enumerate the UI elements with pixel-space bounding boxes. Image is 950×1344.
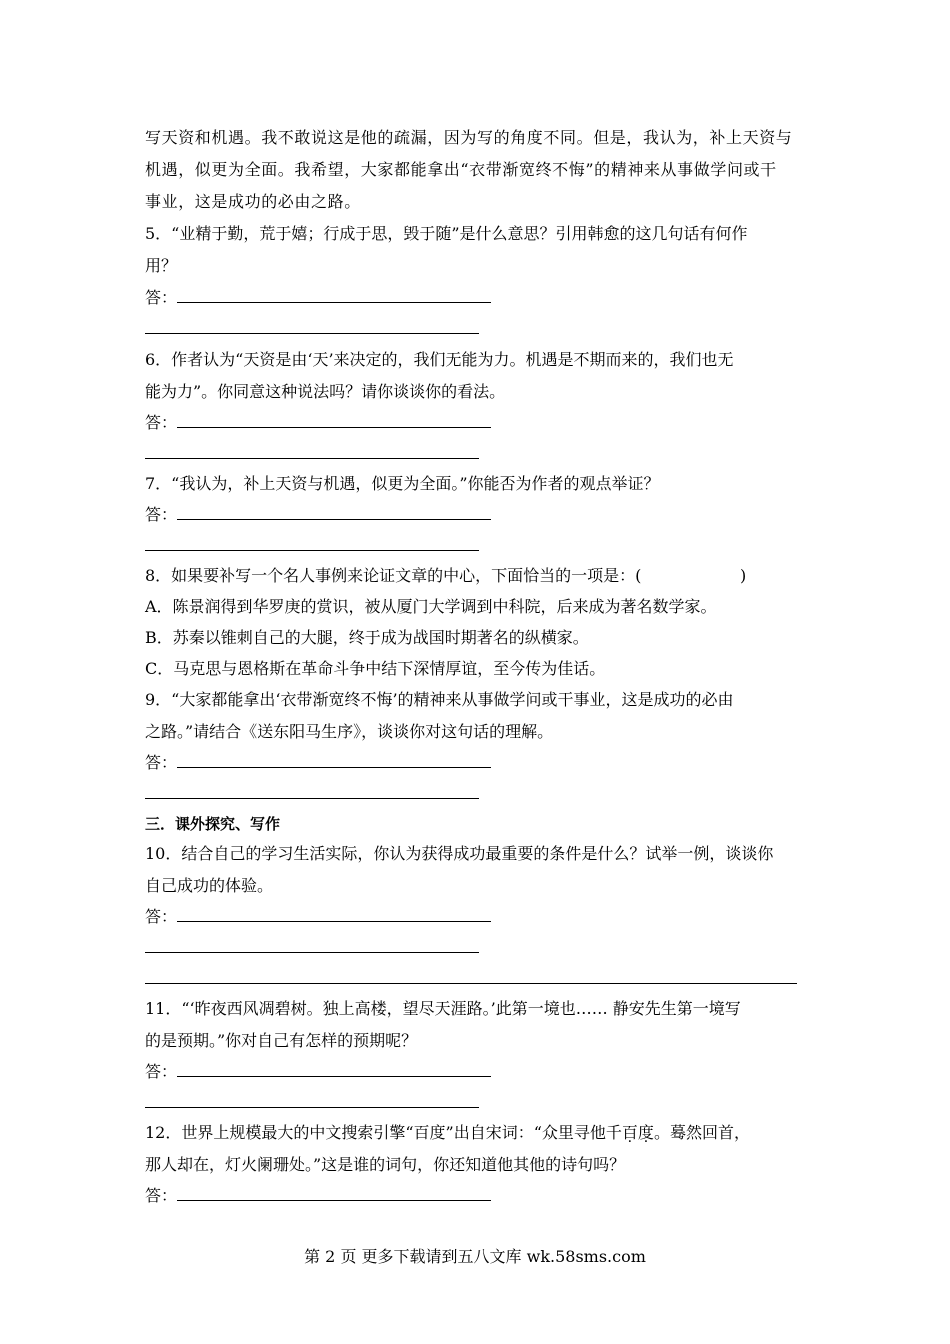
answer-label: 答： [145,413,178,432]
question-5-line-1: 5．“业精于勤，荒于嬉；行成于思，毁于随”是什么意思？引用韩愈的这几句话有何作 [145,224,748,243]
question-11-line-2: 的是预期。”你对自己有怎样的预期呢？ [145,1031,418,1050]
answer-blank[interactable] [177,1200,491,1201]
emphasis-char: 百 [621,1123,638,1142]
question-9-line-1: 9．“大家都能拿出‘衣带渐宽终不悔’的精神来从事做学问或干事业，这是成功的必由 [145,690,734,709]
answer-blank[interactable] [145,952,479,953]
answer-blank[interactable] [177,921,491,922]
answer-blank[interactable] [145,798,479,799]
question-8-option-b: B．苏秦以锥刺自己的大腿，终于成为战国时期著名的纵横家。 [145,628,589,647]
question-10-line-2: 自己成功的体验。 [145,876,274,895]
answer-label: 答： [145,1186,178,1205]
question-12-text-a: 12．世界上规模最大的中文搜索引擎“百度”出自宋词：“众里寻他千 [145,1123,622,1142]
answer-label: 答： [145,907,178,926]
question-5-line-2: 用？ [145,256,178,275]
answer-blank[interactable] [177,1076,491,1077]
question-8-line-1: 8．如果要补写一个名人事例来论证文章的中心，下面恰当的一项是：( [145,566,642,585]
question-12-line-2: 那人却在，灯火阑珊处。”这是谁的词句，你还知道他其他的诗句吗？ [145,1155,626,1174]
question-12-text-b: 。蓦然回首， [653,1123,750,1142]
question-12-line-1 [145,1122,750,1144]
question-6-line-2: 能为力”。你同意这种说法吗？请你谈谈你的看法。 [145,382,506,401]
answer-blank[interactable] [177,302,491,303]
passage-line-1: 写天资和机遇。我不敢说这是他的疏漏，因为写的角度不同。但是，我认为，补上天资与 [145,128,793,147]
answer-blank[interactable] [177,767,491,768]
section-3-title: 三．课外探究、写作 [145,815,281,833]
page-footer: 第 2 页 更多下载请到五八文库 wk.58sms.com [304,1247,646,1266]
answer-label: 答： [145,505,178,524]
answer-blank[interactable] [145,1107,479,1108]
question-7-line-1: 7．“我认为，补上天资与机遇，似更为全面。”你能否为作者的观点举证？ [145,474,660,493]
answer-blank[interactable] [177,427,491,428]
question-10-line-1: 10．结合自己的学习生活实际，你认为获得成功最重要的条件是什么？试举一例，谈谈你 [145,844,774,863]
answer-blank[interactable] [145,333,479,334]
emphasis-char: 度 [637,1123,654,1142]
answer-blank-wide[interactable] [145,983,797,984]
passage-line-3: 事业，这是成功的必由之路。 [145,192,361,211]
question-6-line-1: 6．作者认为“天资是由‘天’来决定的，我们无能为力。机遇是不期而来的，我们也无 [145,350,734,369]
question-8-option-c: C．马克思与恩格斯在革命斗争中结下深情厚谊，至今传为佳话。 [145,659,606,678]
answer-label: 答： [145,1062,178,1081]
answer-blank[interactable] [145,550,479,551]
answer-blank[interactable] [177,519,491,520]
question-11-line-1: 11．“‘昨夜西风凋碧树。独上高楼，望尽天涯路。’此第一境也…… 静安先生第一境写 [145,999,741,1018]
question-9-line-2: 之路。”请结合《送东阳马生序》，谈谈你对这句话的理解。 [145,722,554,741]
answer-label: 答： [145,288,178,307]
question-8-option-a: A．陈景润得到华罗庚的赏识，被从厦门大学调到中科院，后来成为著名数学家。 [145,597,717,616]
passage-line-2: 机遇，似更为全面。我希望，大家都能拿出“衣带渐宽终不悔”的精神来从事做学问或干 [145,160,777,179]
answer-blank[interactable] [145,458,479,459]
question-8-bracket-close: ) [740,566,747,585]
answer-label: 答： [145,753,178,772]
